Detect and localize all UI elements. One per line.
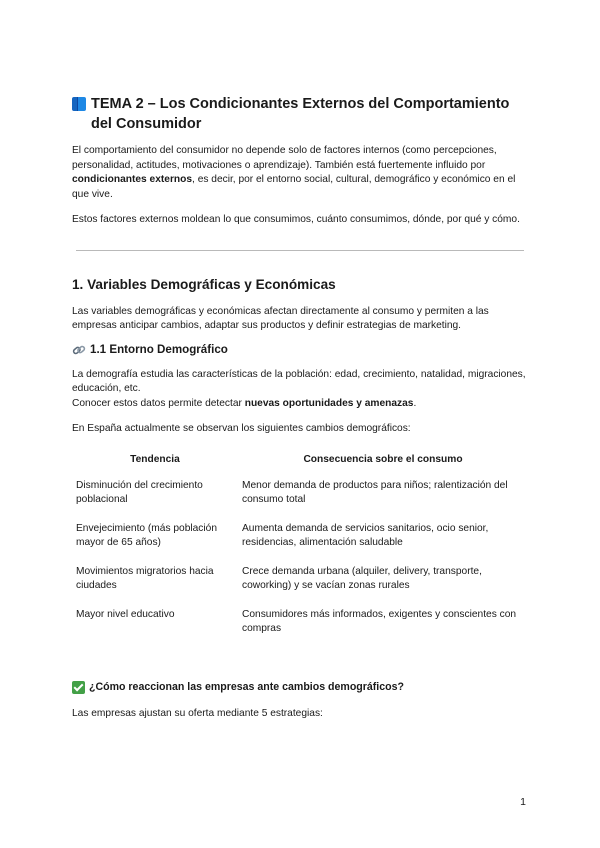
table-cell: Aumenta demanda de servicios sanitarios, ocio senior, residencias, alimentación saludable (242, 522, 489, 548)
blue-book-icon (72, 97, 86, 111)
question-heading-text: ¿Cómo reaccionan las empresas ante cambios demográficos? (89, 680, 404, 693)
table-header-row (72, 450, 528, 476)
section-heading: 1. Variables Demográficas y Económicas (72, 276, 336, 292)
intro-text-1: El comportamiento del consumidor no depende solo de factores internos (como percepciones, personalidad, actitudes, motivaciones o aprendizaje). También está fuertemente influido por (72, 145, 497, 171)
page-number: 1 (520, 796, 526, 808)
demography-bold: nuevas oportunidades y amenazas (244, 397, 414, 409)
intro-paragraph (72, 144, 528, 202)
demography-line-1: La demografía estudia las características de la población: edad, crecimiento, natalidad, migraciones, educación, etc. (72, 368, 526, 394)
intro-bold: condicionantes externos (72, 174, 193, 185)
table-row (72, 519, 528, 562)
table-cell: Consumidores más informados, exigentes y conscientes con compras (242, 608, 517, 634)
table-cell: Movimientos migratorios hacia ciudades (76, 565, 214, 591)
subsection-heading-text: 1.1 Entorno Demográfico (90, 342, 228, 356)
document-page (72, 94, 528, 721)
link-icon (72, 343, 86, 357)
demography-line-2: Conocer estos datos permite detectar (72, 397, 245, 409)
table-cell: Menor demanda de productos para niños; ralentización del consumo total (242, 479, 508, 505)
question-heading (72, 680, 528, 695)
horizontal-divider (76, 250, 524, 251)
section-paragraph: Las variables demográficas y económicas afectan directamente al consumo y permiten a las empresas anticipar cambios, adaptar sus productos y definir estrategias de marketing. (72, 305, 489, 331)
demographic-trends-table (72, 450, 528, 648)
table-cell: Envejecimiento (más población mayor de 65 años) (76, 522, 217, 548)
table-cell: Mayor nivel educativo (76, 608, 175, 620)
table-row (72, 605, 528, 648)
title-text: TEMA 2 – Los Condicionantes Externos del Comportamiento del Consumidor (91, 96, 510, 132)
demography-paragraph (72, 368, 528, 412)
table-intro: En España actualmente se observan los siguientes cambios demográficos: (72, 423, 411, 434)
table-row (72, 562, 528, 605)
table-header: Tendencia (130, 453, 180, 465)
question-paragraph: Las empresas ajustan su oferta mediante 5 estrategias: (72, 707, 323, 719)
page-title (72, 94, 528, 134)
subsection-heading (72, 342, 528, 358)
table-row (72, 476, 528, 519)
table-cell: Disminución del crecimiento poblacional (76, 479, 203, 505)
table-header: Consecuencia sobre el consumo (303, 453, 463, 465)
intro-paragraph-2: Estos factores externos moldean lo que consumimos, cuánto consumimos, dónde, por qué y cómo. (72, 214, 520, 225)
intro-text-2: , es decir, por el entorno social, cultural, demográfico y económico en el que vive. (72, 174, 516, 200)
table-cell: Crece demanda urbana (alquiler, delivery, transporte, coworking) y se vacían zonas rurales (242, 565, 482, 591)
demography-line-2-end: . (413, 397, 417, 409)
check-mark-icon (72, 681, 85, 694)
